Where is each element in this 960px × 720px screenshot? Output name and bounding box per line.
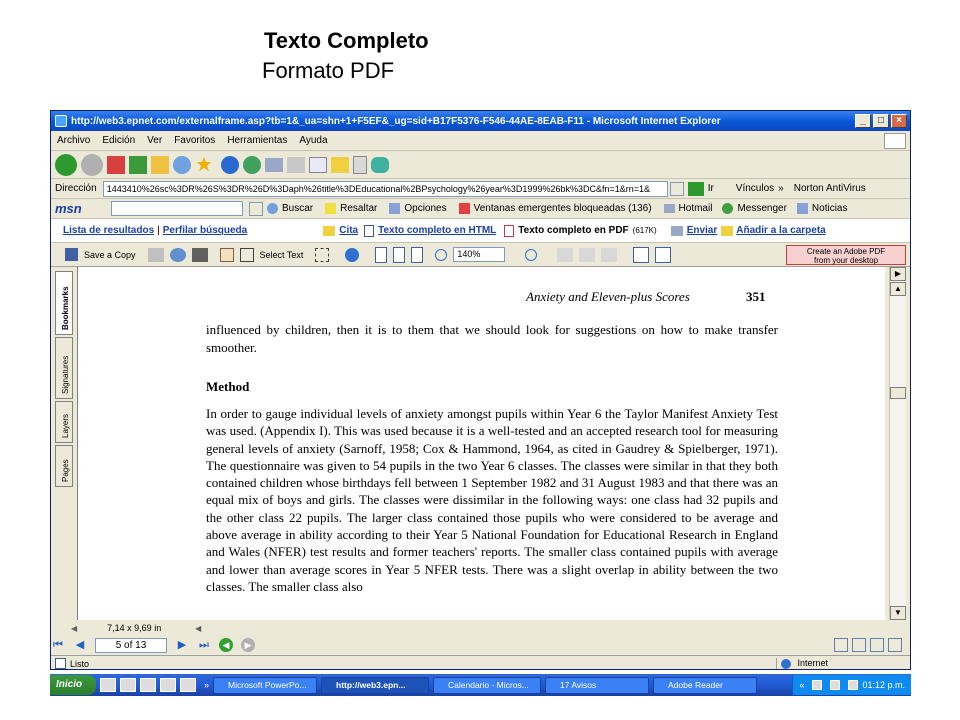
continuous-facing-icon[interactable] xyxy=(888,638,902,652)
highlight-button[interactable]: Resaltar xyxy=(340,203,378,214)
address-input[interactable]: 1443410%26sc%3DR%26S%3DR%26D%3Daph%26title%3DEducational%2BPsychology%26year%3D1999%26bk%3DC&fn=1&rn=1& xyxy=(103,181,668,197)
status-text: Listo xyxy=(70,658,90,669)
create-adobe-pdf-button[interactable] xyxy=(786,245,906,265)
page-navigation-bar xyxy=(51,635,911,655)
tab-layers-label: Layers xyxy=(61,413,70,438)
save-copy-button[interactable]: Save a Copy xyxy=(84,249,136,260)
quicklaunch-chevron-icon[interactable]: » xyxy=(204,680,210,690)
pdf-fulltext-label: Texto completo en PDF xyxy=(518,225,629,236)
stop-icon[interactable] xyxy=(107,156,125,174)
search-icon[interactable] xyxy=(173,156,191,174)
go-button[interactable]: Ir xyxy=(707,183,714,194)
menu-herramientas[interactable]: Herramientas xyxy=(227,135,288,146)
address-dropdown-icon[interactable] xyxy=(670,182,684,196)
msn-search-icon xyxy=(267,203,278,214)
menu-archivo[interactable]: Archivo xyxy=(57,135,91,146)
actual-size-icon[interactable] xyxy=(375,247,387,263)
quicklaunch-word-icon[interactable] xyxy=(140,678,156,692)
browser-status-bar xyxy=(51,655,911,670)
rotate-right-icon[interactable] xyxy=(579,248,595,262)
zoom-plus-icon[interactable] xyxy=(525,249,537,261)
select-text-icon xyxy=(240,248,254,262)
quicklaunch-desktop-icon[interactable] xyxy=(120,678,136,692)
news-icon xyxy=(797,203,808,214)
print-icon[interactable] xyxy=(287,157,305,173)
tab-pages[interactable] xyxy=(55,445,73,487)
options-button[interactable]: Opciones xyxy=(404,203,447,214)
pdf-document-view[interactable] xyxy=(77,267,885,620)
address-bar xyxy=(51,179,910,199)
scroll-right-arrow-icon[interactable]: ▶ xyxy=(890,267,906,281)
tab-bookmarks-label: Bookmarks xyxy=(61,286,70,330)
window-title: http://web3.epnet.com/externalframe.asp?tb=1&_ua=shn+1+F5EF&_ug=sid+B17F5376-F546-44AE-8EAB-F11 - Microsoft Internet Explorer xyxy=(71,115,721,127)
tray-network-icon[interactable] xyxy=(812,680,822,690)
next-view-icon[interactable]: ▶ xyxy=(241,638,255,652)
reader-toolbar xyxy=(51,243,911,267)
continuous-page-icon[interactable] xyxy=(852,638,866,652)
history-icon[interactable] xyxy=(243,156,261,174)
quicklaunch-outlook-icon[interactable] xyxy=(180,678,196,692)
add-to-folder-link[interactable]: Añadir a la carpeta xyxy=(736,225,826,236)
norton-antivirus-button[interactable]: Norton AntiVirus xyxy=(793,183,866,194)
msn-toolbar xyxy=(51,199,910,219)
print-icon[interactable] xyxy=(148,248,164,262)
rotate-left-icon[interactable] xyxy=(557,248,573,262)
select-text-button[interactable]: Select Text xyxy=(259,249,304,260)
ie-icon xyxy=(55,115,67,127)
hand-tool-icon[interactable] xyxy=(220,248,234,262)
first-page-icon[interactable]: ⏮ xyxy=(53,639,63,651)
cite-folder-icon xyxy=(323,226,335,236)
task-adobe-reader[interactable]: Adobe Reader xyxy=(653,677,757,694)
system-tray xyxy=(792,675,911,695)
tab-signatures-label: Signatures xyxy=(61,355,70,394)
standard-toolbar xyxy=(51,151,910,179)
email-link[interactable]: Enviar xyxy=(686,225,718,236)
title-bar[interactable] xyxy=(51,111,910,131)
page-number: 351 xyxy=(746,289,766,304)
mail-icon[interactable] xyxy=(265,158,283,172)
reader-status-line xyxy=(71,621,907,635)
save-disk-icon xyxy=(65,248,78,261)
page-size-readout: 7,14 x 9,69 in xyxy=(107,623,162,633)
running-head: Anxiety and Eleven-plus Scores xyxy=(526,289,690,304)
export-page-icon[interactable] xyxy=(633,247,649,263)
tab-pages-label: Pages xyxy=(61,459,70,482)
zoom-in-icon[interactable] xyxy=(345,248,359,262)
html-document-icon xyxy=(364,225,374,237)
msn-logo[interactable]: msn xyxy=(55,201,82,216)
scroll-down-arrow-icon[interactable]: ▼ xyxy=(890,606,906,620)
html-fulltext-link[interactable]: Texto completo en HTML xyxy=(378,225,497,236)
windows-taskbar xyxy=(50,674,911,696)
discuss-folder-icon[interactable] xyxy=(331,157,349,173)
msn-search-dropdown-icon[interactable] xyxy=(249,202,263,216)
tab-bookmarks[interactable] xyxy=(55,271,73,335)
tray-chevron-icon[interactable]: « xyxy=(799,680,805,690)
section-heading: Method xyxy=(206,379,250,394)
hotmail-button[interactable]: Hotmail xyxy=(678,203,713,214)
close-button[interactable]: × xyxy=(891,114,907,128)
tray-close-icon[interactable] xyxy=(830,680,840,690)
messenger-buddy-icon xyxy=(722,203,733,214)
internet-globe-icon xyxy=(781,659,791,669)
quicklaunch-ie-icon[interactable] xyxy=(100,678,116,692)
back-icon[interactable] xyxy=(55,154,77,176)
edit-word-icon[interactable] xyxy=(309,157,327,173)
start-button[interactable]: Inicio xyxy=(50,675,96,695)
task-reminders[interactable]: 17 Avisos xyxy=(545,677,649,694)
page-status-icon xyxy=(55,658,66,669)
quicklaunch-excel-icon[interactable] xyxy=(160,678,176,692)
task-powerpoint[interactable]: Microsoft PowerPo... xyxy=(213,677,317,694)
page-indicator-field[interactable]: 5 of 13 xyxy=(95,638,167,653)
pdf-size: (617K) xyxy=(632,226,657,235)
find-binoculars-icon[interactable] xyxy=(192,248,208,262)
task-calendar[interactable]: Calendario - Micros... xyxy=(433,677,541,694)
tray-antivirus-icon[interactable] xyxy=(848,680,858,690)
task-internet-explorer[interactable]: http://web3.epn... xyxy=(321,677,429,694)
last-page-icon[interactable]: ⏭ xyxy=(199,639,209,651)
copy-page-icon[interactable] xyxy=(601,248,617,262)
import-page-icon[interactable] xyxy=(655,247,671,263)
link-separator: | xyxy=(157,225,160,236)
paragraph-1: influenced by children, then it is to them that we should look for suggestions on how to make transfer smoother. xyxy=(206,322,778,355)
zoom-level-field[interactable]: 140% xyxy=(453,247,505,262)
research-icon[interactable] xyxy=(353,156,367,174)
create-pdf-line2: from your desktop xyxy=(813,256,879,265)
menu-ayuda[interactable]: Ayuda xyxy=(299,135,328,146)
minimize-button[interactable]: _ xyxy=(855,114,871,128)
links-label[interactable]: Vínculos xyxy=(735,183,775,194)
clock[interactable]: 01:12 p.m. xyxy=(862,680,905,690)
vertical-scrollbar[interactable] xyxy=(889,267,906,620)
refresh-icon[interactable] xyxy=(129,156,147,174)
email-icon xyxy=(671,226,683,236)
previous-page-icon[interactable]: ◀ xyxy=(75,639,85,651)
fit-width-icon[interactable] xyxy=(411,247,423,263)
maximize-button[interactable]: □ xyxy=(873,114,889,128)
previous-view-icon[interactable]: ◀ xyxy=(219,638,233,652)
msn-search-input[interactable] xyxy=(111,201,243,216)
zone-label: Internet xyxy=(797,658,829,669)
page-size-arrow-icon[interactable]: ◀ xyxy=(195,623,202,633)
menu-favoritos[interactable]: Favoritos xyxy=(174,135,216,146)
single-page-icon[interactable] xyxy=(834,638,848,652)
tab-layers[interactable] xyxy=(55,401,73,443)
menu-ver[interactable]: Ver xyxy=(147,135,163,146)
ebsco-toolbar xyxy=(51,219,911,243)
news-button[interactable]: Noticias xyxy=(811,203,848,214)
scroll-left-arrow-icon[interactable]: ◀ xyxy=(71,623,78,633)
scroll-thumb[interactable] xyxy=(890,387,906,399)
scroll-up-arrow-icon[interactable]: ▲ xyxy=(890,282,906,296)
snapshot-icon[interactable] xyxy=(315,248,329,262)
results-list-link[interactable]: Lista de resultados xyxy=(63,225,155,236)
popup-blocker-icon xyxy=(459,203,470,214)
media-icon[interactable] xyxy=(221,156,239,174)
browser-window xyxy=(50,110,911,670)
menu-edicion[interactable]: Edición xyxy=(102,135,136,146)
windows-logo-icon xyxy=(884,133,906,149)
favorites-star-icon[interactable]: ★ xyxy=(195,153,213,176)
facing-pages-icon[interactable] xyxy=(870,638,884,652)
next-page-icon[interactable]: ▶ xyxy=(177,639,187,651)
messenger-icon[interactable] xyxy=(371,157,389,173)
tab-signatures[interactable] xyxy=(55,337,73,399)
slide-subtitle: Formato PDF xyxy=(262,58,395,83)
go-arrow-icon[interactable] xyxy=(688,182,704,196)
pdf-document-icon xyxy=(504,225,514,237)
forward-icon[interactable] xyxy=(81,154,103,176)
zoom-out-icon[interactable] xyxy=(435,249,447,261)
fit-page-icon[interactable] xyxy=(393,247,405,263)
create-pdf-line1: Create an Adobe PDF xyxy=(806,247,886,256)
home-icon[interactable] xyxy=(151,156,169,174)
refine-search-link[interactable]: Perfilar búsqueda xyxy=(162,225,248,236)
navigation-pane-tabs xyxy=(55,271,73,619)
address-label: Dirección xyxy=(55,183,97,194)
options-icon xyxy=(389,203,400,214)
paragraph-2: In order to gauge individual levels of anxiety amongst pupils within Year 6 the Taylor Manifest Anxiety Test was used. (Appendix I). This was used because it is a well-tested and an accepted research tool for measuring general levels of anxiety (Sarnoff, 1958; Cox & Hammond, 1964, as cited in Gaudrey & Spielberger, 1971). The questionnaire was given to 54 pupils in the two Year 6 classes. The classes were similar in that they both contained children whose birthdays fell between 1 September 1982 and 31 August 1983 and that there was an equal mix of boys and girls. The classes were dissimilar in the following ways: one class had 32 pupils and the other class 22 pupils. The larger class contained those pupils who were considered to be average and above average in ability according to their Year 5 National Foundation for Educational Research in England and Wales (NFER) test results and former teachers' reports. The smaller class contained pupils with average and lower than average scores in Year 5 NFER tests. There was a slight overlap in ability between the two classes. The smaller class also xyxy=(206,406,778,594)
menu-bar xyxy=(51,131,910,151)
add-folder-icon xyxy=(721,226,733,236)
popup-blocker-button[interactable]: Ventanas emergentes bloqueadas (136) xyxy=(473,203,652,214)
highlight-icon xyxy=(325,203,336,214)
msn-search-button[interactable]: Buscar xyxy=(282,203,314,214)
cite-link[interactable]: Cita xyxy=(339,225,359,236)
security-zone xyxy=(776,658,911,669)
hotmail-icon xyxy=(664,204,675,213)
email-globe-icon[interactable] xyxy=(170,248,186,262)
messenger-button[interactable]: Messenger xyxy=(737,203,787,214)
links-chevron-icon[interactable]: » xyxy=(778,183,784,194)
slide-title: Texto Completo xyxy=(264,28,429,53)
